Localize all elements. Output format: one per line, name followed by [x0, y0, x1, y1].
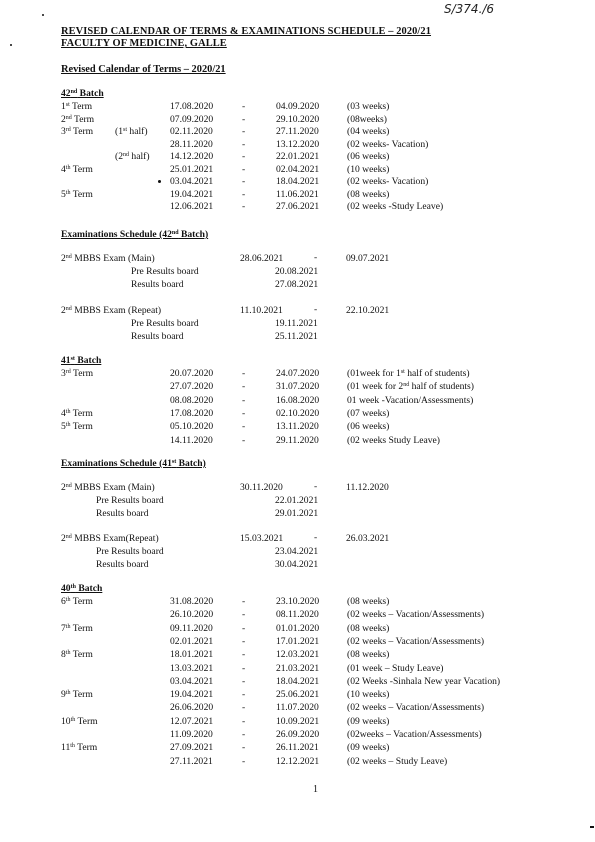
batch-41-heading: 41st Batch: [61, 355, 102, 366]
duration-note-num: (01week for 1: [347, 368, 401, 379]
duration-note: (08 weeks): [347, 622, 390, 634]
duration-note: (09 weeks): [347, 715, 390, 727]
end-date: 29.10.2020: [276, 113, 320, 125]
batch-42-heading: 42nd Batch: [61, 88, 104, 99]
dash: -: [242, 742, 246, 754]
term-label-suffix: th: [65, 422, 71, 429]
dash: -: [242, 113, 246, 125]
half-label-word: half): [129, 151, 150, 162]
section-title: Revised Calendar of Terms – 2020/21: [61, 64, 226, 75]
term-label: [61, 114, 94, 125]
dash: -: [242, 101, 246, 112]
term-label: [61, 742, 97, 753]
end-date: 10.09.2021: [276, 715, 320, 727]
duration-note: [347, 395, 473, 406]
half-label-suffix: nd: [123, 152, 129, 158]
end-date: 13.12.2020: [276, 138, 320, 150]
term-label-num: 5: [61, 188, 66, 200]
pre-results-board-date: 20.08.2021: [275, 266, 319, 277]
term-label-suffix: th: [65, 408, 71, 415]
end-date: 11.06.2021: [276, 188, 319, 200]
end-date: 11.07.2020: [276, 702, 319, 714]
duration-note-num: (01 week for 2: [347, 381, 404, 393]
term-label-num: 8: [61, 649, 66, 661]
results-board-label: Results board: [96, 508, 149, 519]
term-label-suffix: th: [70, 743, 75, 750]
term-label: [61, 189, 93, 200]
duration-note-num: (02 weeks Study Leave): [347, 434, 440, 446]
term-label-num: 3: [61, 126, 66, 137]
term-label-num: 5: [61, 421, 66, 433]
duration-note: (02 weeks – Vacation/Assessments): [347, 702, 485, 714]
page-number: 1: [313, 784, 318, 795]
dash: -: [242, 368, 246, 379]
start-date: 02.11.2020: [170, 126, 213, 137]
term-label-word: Term: [70, 407, 93, 419]
dash: -: [242, 755, 246, 767]
start-date: 12.07.2021: [170, 715, 214, 727]
duration-note: (02 Weeks -Sinhala New year Vacation): [347, 675, 501, 687]
term-label-word: Term: [69, 101, 93, 112]
results-board-date: 25.11.2021: [275, 331, 318, 342]
term-label-suffix: th: [70, 716, 76, 723]
dash: -: [242, 635, 246, 647]
term-label: [61, 101, 92, 112]
end-date: 02.10.2020: [276, 407, 320, 419]
dash: -: [242, 394, 246, 406]
duration-note: (02 weeks – Vacation/Assessments): [347, 635, 485, 647]
pre-results-board-date: 23.04.2021: [275, 546, 319, 557]
duration-note: (06 weeks): [347, 151, 390, 162]
term-label-word: Term: [70, 421, 93, 433]
term-label-num: 6: [61, 596, 66, 607]
exam-42-repeat-end: 22.10.2021: [346, 305, 390, 316]
term-label-word: Term: [71, 113, 95, 125]
dash: -: [242, 163, 246, 175]
duration-note: (02 weeks -Study Leave): [347, 201, 444, 212]
term-label: [61, 368, 93, 379]
dash: -: [314, 304, 318, 315]
duration-note: [347, 421, 389, 432]
term-label-word: Term: [70, 163, 93, 175]
duration-note: (02weeks – Vacation/Assessments): [347, 729, 482, 740]
term-label: [61, 421, 93, 432]
end-date: 26.11.2021: [276, 742, 319, 754]
pre-results-board-date: 22.01.2021: [275, 495, 319, 506]
end-date: 01.01.2020: [276, 622, 320, 634]
term-label-num: 4: [61, 163, 66, 175]
document-title: REVISED CALENDAR OF TERMS & EXAMINATIONS SCHEDULE – 2020/21: [61, 26, 432, 37]
exam-42-main-end: 09.07.2021: [346, 253, 390, 264]
start-date: 14.12.2020: [170, 151, 214, 162]
term-label-word: Term: [75, 715, 98, 727]
results-board-label: Results board: [96, 559, 149, 570]
start-date: 13.03.2021: [170, 662, 214, 674]
reference-number: S/374./6: [444, 2, 495, 16]
duration-note-suffix: nd: [403, 382, 410, 389]
dash: -: [242, 689, 246, 701]
end-date: 31.07.2020: [276, 381, 320, 393]
results-board-date: 29.01.2021: [275, 508, 319, 519]
dash: -: [242, 421, 246, 433]
start-date: 03.04.2021: [170, 176, 214, 187]
scan-speck: [10, 44, 12, 46]
start-date: 20.07.2020: [170, 368, 214, 379]
start-date: 17.08.2020: [170, 407, 214, 419]
end-date: 17.01.2021: [276, 635, 320, 647]
duration-note: (02 weeks- Vacation): [347, 138, 429, 150]
end-date: 18.04.2021: [276, 675, 320, 687]
dash: -: [314, 252, 318, 263]
start-date: 12.06.2021: [170, 201, 214, 212]
term-label-suffix: rd: [65, 369, 71, 375]
term-label: [61, 126, 93, 137]
duration-note: (08weeks): [347, 113, 387, 125]
dash: -: [242, 675, 246, 687]
dash: -: [242, 138, 246, 150]
duration-note: (10 weeks): [347, 689, 390, 701]
half-label: [115, 126, 148, 137]
end-date: 13.11.2020: [276, 421, 319, 433]
exam-41-main-end: 11.12.2020: [346, 482, 389, 493]
term-label-num: 2: [61, 113, 66, 125]
scan-speck: [158, 180, 161, 183]
term-label-suffix: th: [65, 164, 71, 171]
dash: -: [242, 702, 246, 714]
dash: -: [242, 126, 246, 137]
duration-note: [347, 408, 389, 419]
results-board-label: Results board: [131, 331, 184, 342]
term-label-suffix: th: [65, 189, 71, 196]
batch-40-heading: 40th Batch: [61, 583, 103, 594]
start-date: 11.09.2020: [170, 729, 213, 740]
duration-note: (02 weeks – Vacation/Assessments): [347, 609, 485, 621]
duration-note: (08 weeks): [347, 649, 390, 661]
term-label: [61, 689, 93, 700]
end-date: 22.01.2021: [276, 151, 320, 162]
end-date: 02.04.2021: [276, 163, 320, 175]
dash: -: [314, 481, 318, 492]
results-board-label: Results board: [131, 279, 184, 290]
duration-note: [347, 435, 440, 446]
dash: -: [242, 201, 246, 212]
scan-speck: [590, 826, 594, 828]
term-label-num: 1: [61, 101, 66, 112]
start-date: 02.01.2021: [170, 635, 214, 647]
end-date: 12.03.2021: [276, 649, 320, 661]
pre-results-board-date: 19.11.2021: [275, 318, 318, 329]
duration-note: (08 weeks): [347, 188, 390, 200]
start-date: 17.08.2020: [170, 101, 214, 112]
duration-note: (02 weeks- Vacation): [347, 176, 429, 187]
exam-42-heading: Examinations Schedule (42nd Batch): [61, 229, 209, 240]
term-label: [61, 623, 93, 634]
half-label-word: half): [127, 126, 148, 137]
pre-results-board-label: Pre Results board: [131, 318, 199, 329]
exam-41-repeat-start: 15.03.2021: [240, 533, 284, 544]
duration-note: (03 weeks): [347, 101, 390, 112]
dash: -: [242, 381, 246, 393]
end-date: 27.11.2020: [276, 126, 319, 137]
end-date: 25.06.2021: [276, 689, 320, 701]
dash: -: [242, 151, 246, 162]
term-label-suffix: th: [65, 623, 71, 630]
faculty-title: FACULTY OF MEDICINE, GALLE: [61, 38, 227, 49]
dash: -: [242, 715, 246, 727]
term-label-num: 10: [61, 715, 71, 727]
start-date: 03.04.2021: [170, 675, 214, 687]
start-date: 09.11.2020: [170, 622, 213, 634]
term-label-suffix: nd: [65, 114, 72, 121]
end-date: 23.10.2020: [276, 596, 320, 607]
duration-note: [347, 368, 470, 379]
end-date: 16.08.2020: [276, 394, 320, 406]
dash: -: [242, 729, 246, 740]
exam-41-main-start: 30.11.2020: [240, 482, 283, 493]
dash: -: [242, 649, 246, 661]
scan-speck: [42, 14, 44, 16]
end-date: 21.03.2021: [276, 662, 320, 674]
term-label-word: Term: [70, 126, 94, 137]
dash: -: [242, 176, 246, 187]
term-label-num: 9: [61, 689, 66, 701]
half-label-suffix: st: [123, 127, 128, 133]
start-date: 25.01.2021: [170, 163, 214, 175]
start-date: 14.11.2020: [170, 434, 213, 446]
exam-41-main-label: 2nd MBBS Exam (Main): [61, 482, 155, 493]
start-date: 28.11.2020: [170, 138, 213, 150]
end-date: 27.06.2021: [276, 201, 320, 212]
term-label-word: Term: [70, 368, 94, 379]
term-label-num: 3: [61, 368, 66, 379]
pre-results-board-label: Pre Results board: [96, 546, 164, 557]
term-label-suffix: st: [65, 102, 70, 108]
term-label-num: 11: [61, 742, 71, 754]
exam-42-repeat-start: 11.10.2021: [240, 305, 283, 316]
start-date: 18.01.2021: [170, 649, 214, 661]
duration-note-num: 01 week -Vacation/Assessments): [347, 394, 474, 406]
start-date: 05.10.2020: [170, 421, 214, 433]
duration-note: (01 week – Study Leave): [347, 662, 444, 674]
term-label-word: Term: [70, 622, 93, 634]
term-label: [61, 596, 93, 607]
term-label-word: Term: [74, 742, 98, 754]
exam-41-repeat-label: 2nd MBBS Exam(Repeat): [61, 533, 159, 544]
exam-41-heading: Examinations Schedule (41st Batch): [61, 458, 206, 469]
duration-note-num: (07 weeks): [347, 407, 390, 419]
start-date: 07.09.2020: [170, 113, 214, 125]
end-date: 18.04.2021: [276, 176, 320, 187]
duration-note-suffix: st: [400, 369, 405, 375]
duration-note-word: half of students): [404, 368, 470, 379]
start-date: 19.04.2021: [170, 188, 214, 200]
start-date: 19.04.2021: [170, 689, 214, 701]
exam-42-main-start: 28.06.2021: [240, 253, 284, 264]
term-label-word: Term: [70, 649, 93, 661]
duration-note: (02 weeks – Study Leave): [347, 755, 448, 767]
start-date: 31.08.2020: [170, 596, 214, 607]
dash: -: [242, 662, 246, 674]
term-label: [61, 408, 93, 419]
half-label-num: (2: [115, 151, 123, 162]
term-label: [61, 716, 98, 727]
start-date: 26.06.2020: [170, 702, 214, 714]
term-label-suffix: th: [65, 597, 71, 603]
duration-note-word: half of students): [409, 381, 474, 393]
end-date: 29.11.2020: [276, 434, 319, 446]
half-label-num: (1: [115, 126, 123, 137]
term-label-suffix: th: [65, 650, 71, 657]
start-date: 27.11.2021: [170, 755, 213, 767]
duration-note-num: (06 weeks): [347, 421, 390, 433]
exam-42-repeat-label: 2nd MBBS Exam (Repeat): [61, 305, 162, 316]
dash: -: [242, 407, 246, 419]
term-label-word: Term: [70, 596, 93, 607]
start-date: 27.09.2021: [170, 742, 214, 754]
dash: -: [242, 609, 246, 621]
term-label-suffix: th: [65, 690, 71, 697]
end-date: 26.09.2020: [276, 729, 320, 740]
end-date: 24.07.2020: [276, 368, 320, 379]
pre-results-board-label: Pre Results board: [131, 266, 199, 277]
term-label-word: Term: [70, 188, 93, 200]
start-date: 08.08.2020: [170, 394, 214, 406]
start-date: 27.07.2020: [170, 381, 214, 393]
results-board-date: 30.04.2021: [275, 559, 319, 570]
dash: -: [242, 596, 246, 607]
exam-41-repeat-end: 26.03.2021: [346, 533, 390, 544]
dash: -: [314, 532, 318, 543]
duration-note: [347, 381, 474, 392]
term-label: [61, 649, 93, 660]
end-date: 04.09.2020: [276, 101, 320, 112]
results-board-date: 27.08.2021: [275, 279, 319, 290]
duration-note: (10 weeks): [347, 163, 390, 175]
exam-42-main-label: 2nd MBBS Exam (Main): [61, 253, 155, 264]
duration-note: (04 weeks): [347, 126, 390, 137]
duration-note: (09 weeks): [347, 742, 390, 754]
start-date: 26.10.2020: [170, 609, 214, 621]
dash: -: [242, 434, 246, 446]
term-label: [61, 164, 93, 175]
end-date: 12.12.2021: [276, 755, 320, 767]
term-label-word: Term: [70, 689, 93, 701]
dash: -: [242, 188, 246, 200]
duration-note: (08 weeks): [347, 596, 390, 607]
end-date: 08.11.2020: [276, 609, 319, 621]
term-label-num: 4: [61, 407, 66, 419]
term-label-num: 7: [61, 622, 66, 634]
dash: -: [242, 622, 246, 634]
term-label-suffix: rd: [65, 127, 71, 133]
pre-results-board-label: Pre Results board: [96, 495, 164, 506]
half-label: [115, 151, 150, 162]
